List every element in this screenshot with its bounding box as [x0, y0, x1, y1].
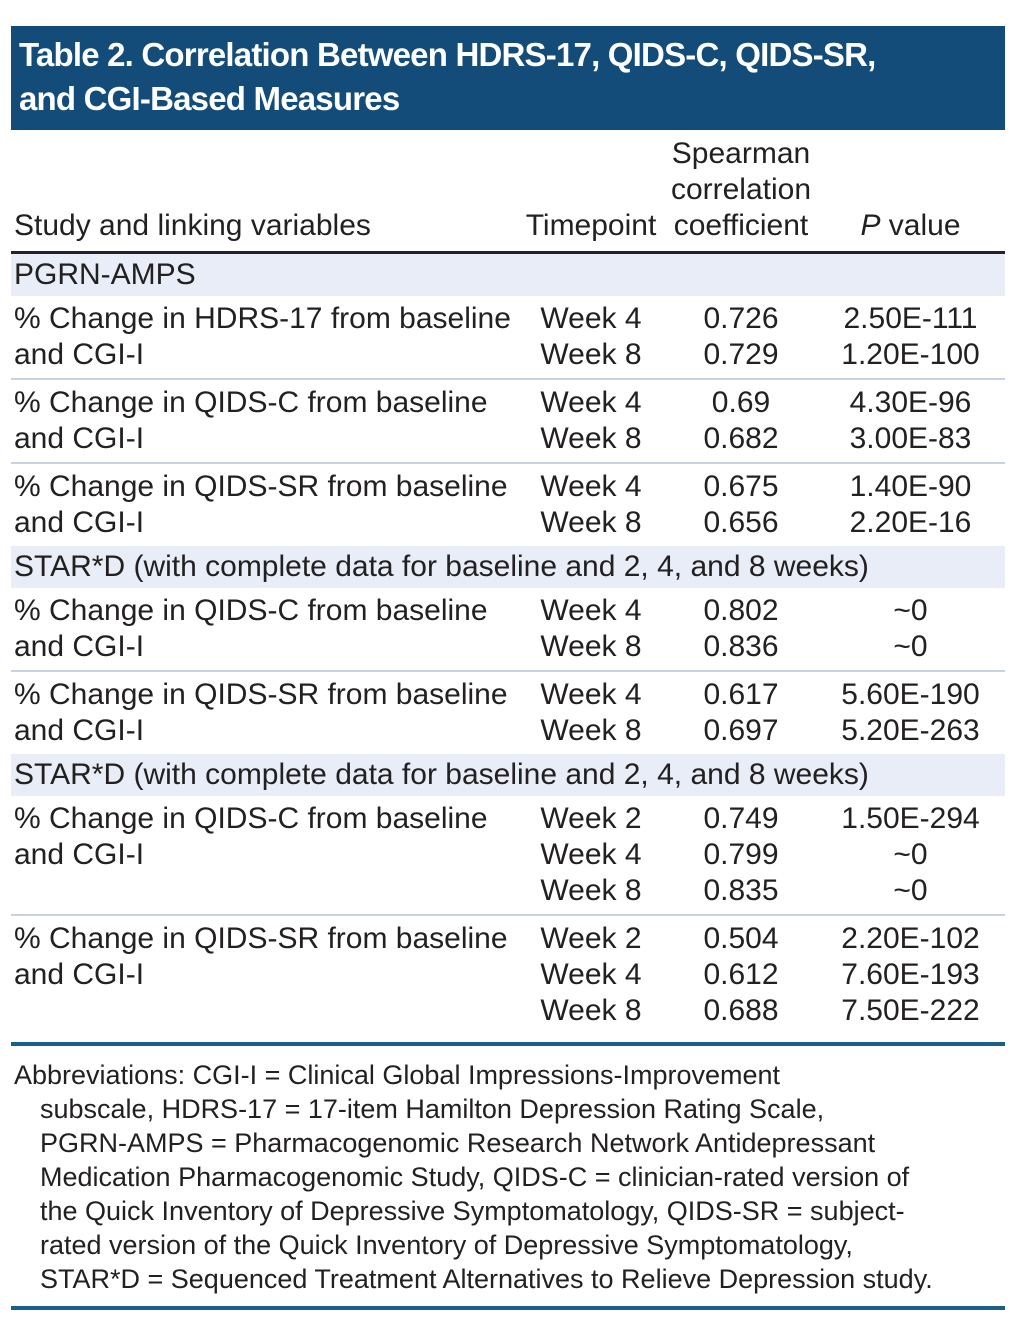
- row-group-values: [516, 301, 1005, 373]
- timepoint-cell: Week 4: [540, 958, 642, 991]
- coefficient-cell: 0.835: [703, 874, 779, 907]
- coefficient-cell: 0.612: [703, 958, 779, 991]
- table-row: [516, 677, 1005, 713]
- table-section-stard-2: [11, 754, 1005, 1034]
- row-label-line: % Change in QIDS-C from baseline: [14, 386, 488, 419]
- footnote-line: subscale, HDRS-17 = 17-item Hamilton Depression Rating Scale,: [40, 1094, 825, 1124]
- section-header: STAR*D (with complete data for baseline and 2, 4, and 8 weeks): [11, 546, 1005, 588]
- footnote-line: STAR*D = Sequenced Treatment Alternatives to Relieve Depression study.: [40, 1264, 933, 1294]
- row-label-line: and CGI-I: [14, 422, 145, 455]
- pvalue-header-italic-p: P: [860, 209, 881, 242]
- pvalue-cell: 1.40E-90: [849, 470, 972, 503]
- table-row: [516, 713, 1005, 749]
- footnote-line: PGRN-AMPS = Pharmacogenomic Research Network Antidepressant: [40, 1128, 876, 1158]
- table-row: [516, 957, 1005, 993]
- row-group-values: [516, 801, 1005, 909]
- section-header: STAR*D (with complete data for baseline and 2, 4, and 8 weeks): [11, 754, 1005, 796]
- table-row: [516, 873, 1005, 909]
- coefficient-cell: 0.729: [703, 338, 779, 371]
- pvalue-cell: 2.20E-16: [849, 506, 972, 539]
- bottom-rule: [11, 1306, 1005, 1310]
- row-label-line: and CGI-I: [14, 506, 145, 539]
- pvalue-cell: 1.20E-100: [841, 338, 980, 371]
- table-title-banner: [11, 26, 1005, 130]
- row-label-line: and CGI-I: [14, 338, 145, 371]
- row-group: [11, 378, 1005, 462]
- row-group-values: [516, 593, 1005, 665]
- column-header-pvalue: [816, 208, 1005, 244]
- table-row: [516, 505, 1005, 541]
- coefficient-header-line: Spearman: [671, 137, 811, 170]
- timepoint-cell: Week 4: [540, 594, 642, 627]
- timepoint-cell: Week 4: [540, 386, 642, 419]
- footnote-line: rated version of the Quick Inventory of Depressive Symptomatology,: [40, 1230, 853, 1260]
- timepoint-cell: Week 8: [540, 874, 642, 907]
- timepoint-cell: Week 8: [540, 714, 642, 747]
- table-row: [516, 921, 1005, 957]
- table-row: [516, 469, 1005, 505]
- timepoint-cell: Week 4: [540, 470, 642, 503]
- row-label: [11, 593, 516, 665]
- row-label-line: and CGI-I: [14, 714, 145, 747]
- timepoint-cell: Week 8: [540, 994, 642, 1027]
- timepoint-cell: Week 8: [540, 506, 642, 539]
- table-row: [516, 301, 1005, 337]
- row-group: [11, 588, 1005, 670]
- row-label: [11, 301, 516, 373]
- row-group: [11, 670, 1005, 754]
- row-label-line: and CGI-I: [14, 630, 145, 663]
- row-label-line: % Change in QIDS-SR from baseline: [14, 678, 508, 711]
- row-group: [11, 914, 1005, 1034]
- row-group: [11, 796, 1005, 914]
- coefficient-cell: 0.675: [703, 470, 779, 503]
- row-group-values: [516, 385, 1005, 457]
- table-row: [516, 593, 1005, 629]
- coefficient-cell: 0.799: [703, 838, 779, 871]
- pvalue-cell: 2.50E-111: [843, 302, 978, 335]
- table-section-stard-1: [11, 546, 1005, 754]
- pvalue-cell: 4.30E-96: [849, 386, 972, 419]
- timepoint-cell: Week 8: [540, 630, 642, 663]
- row-group-values: [516, 469, 1005, 541]
- pvalue-cell: ~0: [893, 874, 928, 907]
- table-row: [516, 385, 1005, 421]
- pvalue-cell: ~0: [893, 838, 928, 871]
- pvalue-cell: 7.60E-193: [841, 958, 980, 991]
- timepoint-cell: Week 8: [540, 422, 642, 455]
- coefficient-cell: 0.504: [703, 922, 779, 955]
- row-group-values: [516, 677, 1005, 749]
- pvalue-cell: 5.20E-263: [841, 714, 980, 747]
- table-row: [516, 837, 1005, 873]
- coefficient-cell: 0.69: [711, 386, 771, 419]
- coefficient-header-line: correlation: [670, 173, 812, 206]
- pvalue-cell: ~0: [893, 594, 928, 627]
- coefficient-cell: 0.802: [703, 594, 779, 627]
- table-title-line2: and CGI-Based Measures: [19, 80, 400, 117]
- coefficient-cell: 0.726: [703, 302, 779, 335]
- table-row: [516, 337, 1005, 373]
- coefficient-header-line: coefficient: [673, 209, 809, 242]
- column-header-timepoint: Timepoint: [525, 209, 657, 242]
- table-row: [516, 629, 1005, 665]
- table-row: [516, 421, 1005, 457]
- timepoint-cell: Week 2: [540, 802, 642, 835]
- row-label: [11, 801, 516, 909]
- timepoint-cell: Week 4: [540, 302, 642, 335]
- timepoint-cell: Week 4: [540, 678, 642, 711]
- row-label: [11, 469, 516, 541]
- coefficient-cell: 0.749: [703, 802, 779, 835]
- row-label: [11, 385, 516, 457]
- row-label-line: % Change in QIDS-C from baseline: [14, 594, 488, 627]
- timepoint-cell: Week 8: [540, 338, 642, 371]
- footnote-line: Abbreviations: CGI-I = Clinical Global Impressions-Improvement: [14, 1060, 781, 1090]
- coefficient-cell: 0.697: [703, 714, 779, 747]
- coefficient-cell: 0.617: [703, 678, 779, 711]
- section-header: PGRN-AMPS: [11, 254, 1005, 296]
- table-title-line1: Table 2. Correlation Between HDRS-17, QIDS-C, QIDS-SR,: [19, 36, 876, 73]
- row-label-line: % Change in QIDS-C from baseline: [14, 802, 488, 835]
- pvalue-header-rest: value: [880, 209, 961, 242]
- row-group: [11, 462, 1005, 546]
- pvalue-cell: 2.20E-102: [841, 922, 980, 955]
- column-header-study: Study and linking variables: [14, 209, 371, 242]
- table-row: [516, 801, 1005, 837]
- timepoint-cell: Week 4: [540, 838, 642, 871]
- pvalue-cell: 1.50E-294: [841, 802, 980, 835]
- row-label-line: and CGI-I: [14, 838, 145, 871]
- coefficient-cell: 0.656: [703, 506, 779, 539]
- coefficient-cell: 0.836: [703, 630, 779, 663]
- table-row: [516, 993, 1005, 1029]
- pvalue-cell: ~0: [893, 630, 928, 663]
- column-headers: [11, 130, 1005, 251]
- footnote-line: the Quick Inventory of Depressive Symptomatology, QIDS-SR = subject-: [40, 1196, 905, 1226]
- row-label-line: % Change in QIDS-SR from baseline: [14, 922, 508, 955]
- row-label-line: and CGI-I: [14, 958, 145, 991]
- row-group-values: [516, 921, 1005, 1029]
- pvalue-cell: 3.00E-83: [849, 422, 972, 455]
- row-label-line: % Change in QIDS-SR from baseline: [14, 470, 508, 503]
- footnote-line: Medication Pharmacogenomic Study, QIDS-C = clinician-rated version of: [40, 1162, 910, 1192]
- row-label: [11, 677, 516, 749]
- row-label: [11, 921, 516, 1029]
- row-label-line: % Change in HDRS-17 from baseline: [14, 302, 511, 335]
- table-section-pgrn-amps: [11, 254, 1005, 546]
- pvalue-cell: 7.50E-222: [841, 994, 980, 1027]
- coefficient-cell: 0.682: [703, 422, 779, 455]
- pvalue-cell: 5.60E-190: [841, 678, 980, 711]
- column-header-coefficient: [666, 136, 816, 244]
- footnote: [11, 1046, 1005, 1306]
- row-group: [11, 296, 1005, 378]
- timepoint-cell: Week 2: [540, 922, 642, 955]
- coefficient-cell: 0.688: [703, 994, 779, 1027]
